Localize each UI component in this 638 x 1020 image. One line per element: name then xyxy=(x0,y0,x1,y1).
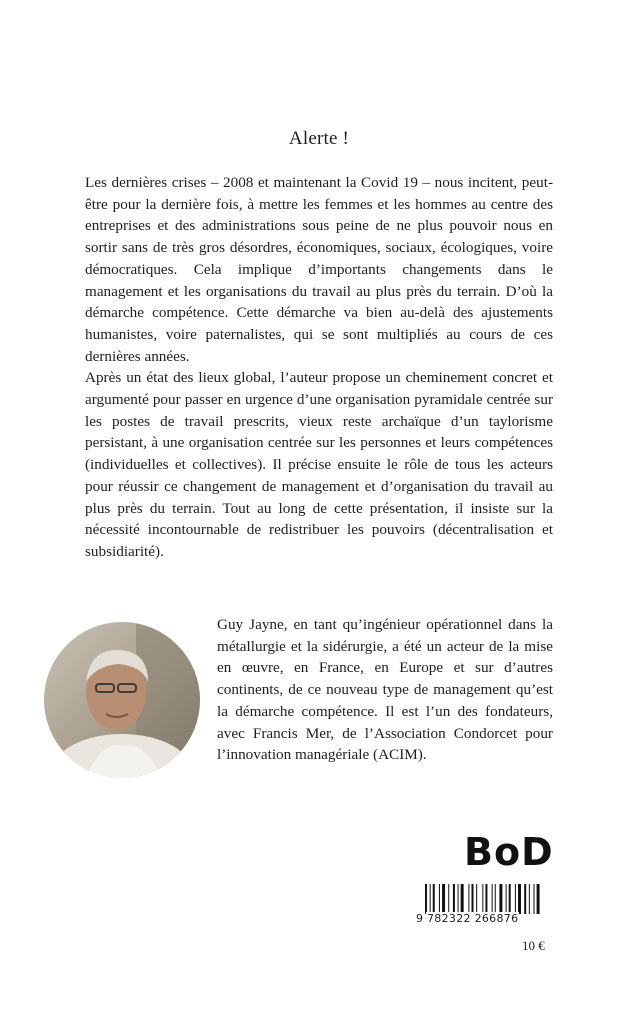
blurb-paragraph-2: Après un état des lieux global, l’auteur propose un cheminement concret et argumenté pour passer en urgence d’une organisation pyramidale centrée sur les postes de travail prescrits, vieux reste archaïque d’un taylorisme persistant, à une organisation centrée sur les personnes et leurs compétences (individuelles et collectives). Il précise ensuite le rôle de tous les acteurs pour réussir ce changement de management et d’organisation du travail au plus près du terrain. Tout au long de cette présentation, il insiste sur la nécessité incontournable de redistribuer les pouvoirs (décentralisation et subsidiarité). xyxy=(85,369,553,560)
isbn-barcode xyxy=(416,884,556,924)
barcode-lead-digit: 9 xyxy=(416,912,423,925)
barcode-digits: 782322 266876 xyxy=(427,912,519,925)
author-photo xyxy=(44,622,200,778)
publisher-logo: BoD xyxy=(464,830,554,874)
blurb-paragraph-1: Les dernières crises – 2008 et maintenant la Covid 19 – nous incitent, peut-être pour la dernière fois, à mettre les femmes et les hommes au centre des entreprises et des administrations sous peine de ne plus pouvoir nous en sortir sans de très gros désordres, économiques, sociaux, écologiques, voire démocratiques. Cela implique d’importants changements dans le management et les organisations du travail au plus près du terrain. D’où la démarche compétence. Cette démarche va bien au-delà des ajustements humanistes, voire paternalistes, qui se sont multipliés au cours de ces dernières années. xyxy=(85,174,553,365)
price: 10 € xyxy=(522,938,545,953)
page-title: Alerte ! xyxy=(288,128,350,149)
author-bio: Guy Jayne, en tant qu’ingénieur opérationnel dans la métallurgie et la sidérurgie, a été un acteur de la mise en œuvre, en France, en Europe et sur d’autres continents, de ce nouveau type de management qu’est la démarche compétence. Il est l’un des fondateurs, avec Francis Mer, de l’Association Condorcet pour l’innovation managériale (ACIM). xyxy=(217,616,553,764)
back-cover-blurb xyxy=(85,172,553,563)
barcode-bars xyxy=(425,884,555,914)
